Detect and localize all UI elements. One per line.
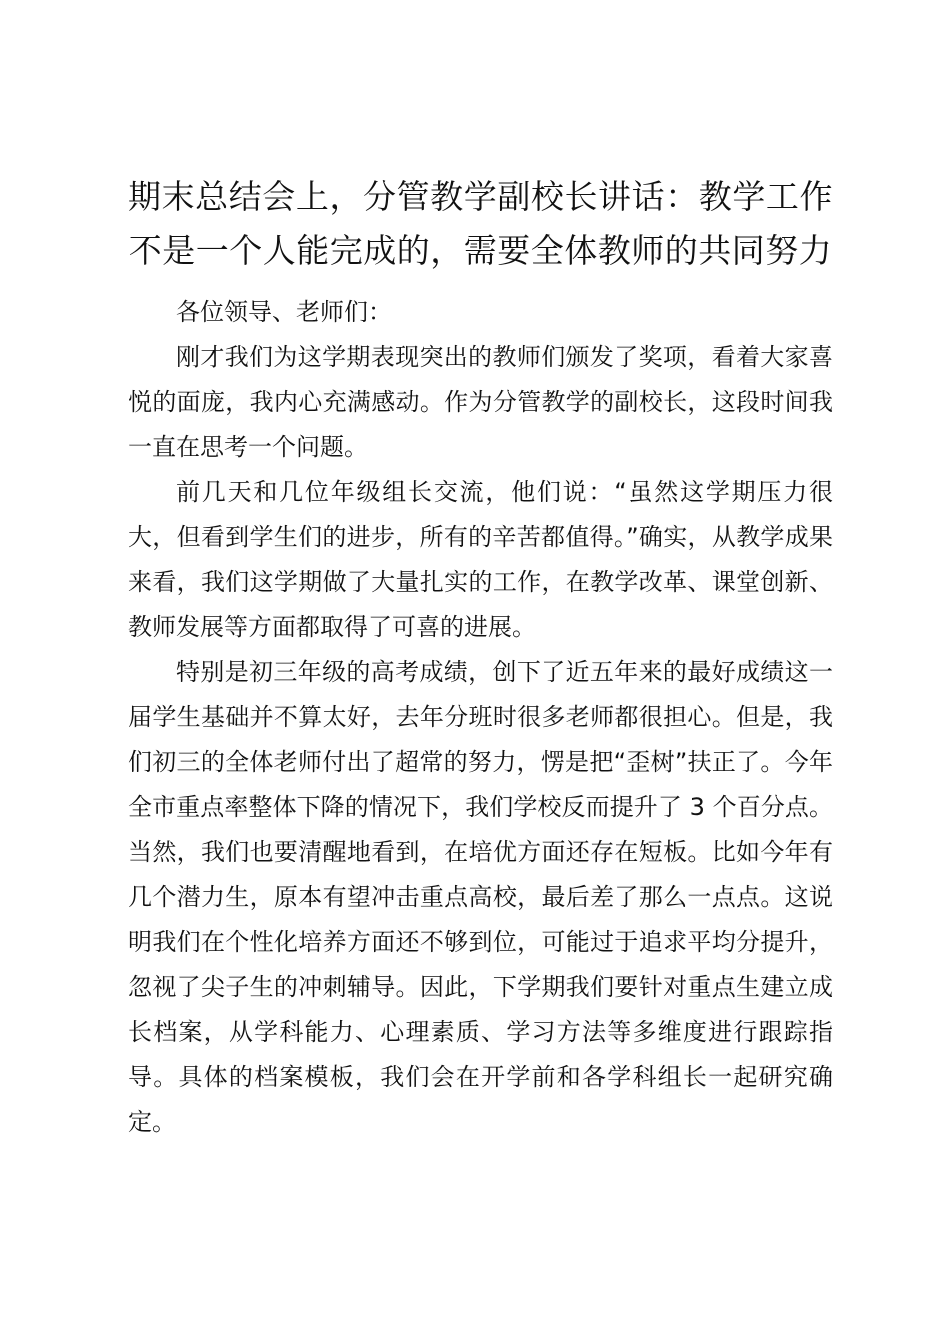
document-body (128, 170, 833, 1145)
document-content (128, 290, 833, 1145)
document-title: 期末总结会上，分管教学副校长讲话：教学工作不是一个人能完成的，需要全体教师的共同努力 (128, 177, 833, 270)
body-paragraph: 刚才我们为这学期表现突出的教师们颁发了奖项，看着大家喜悦的面庞，我内心充满感动。作为分管教学的副校长，这段时间我一直在思考一个问题。 (128, 343, 833, 461)
salutation-paragraph: 各位领导、老师们： (176, 298, 392, 326)
body-paragraph: 前几天和几位年级组长交流，他们说：“虽然这学期压力很大，但看到学生们的进步，所有的辛苦都值得。”确实，从教学成果来看，我们这学期做了大量扎实的工作，在教学改革、课堂创新、教师发展等方面都取得了可喜的进展。 (128, 478, 833, 641)
body-paragraph: 特别是初三年级的高考成绩，创下了近五年来的最好成绩这一届学生基础并不算太好，去年分班时很多老师都很担心。但是，我们初三的全体老师付出了超常的努力，愣是把“歪树”扶正了。今年全市重点率整体下降的情况下，我们学校反而提升了 3 个百分点。当然，我们也要清醒地看到，在培优方面还存在短板。比如今年有几个潜力生，原本有望冲击重点高校，最后差了那么一点点。这说明我们在个性化培养方面还不够到位，可能过于追求平均分提升，忽视了尖子生的冲刺辅导。因此，下学期我们要针对重点生建立成长档案，从学科能力、心理素质、学习方法等多维度进行跟踪指导。具体的档案模板，我们会在开学前和各学科组长一起研究确定。 (128, 658, 833, 1136)
